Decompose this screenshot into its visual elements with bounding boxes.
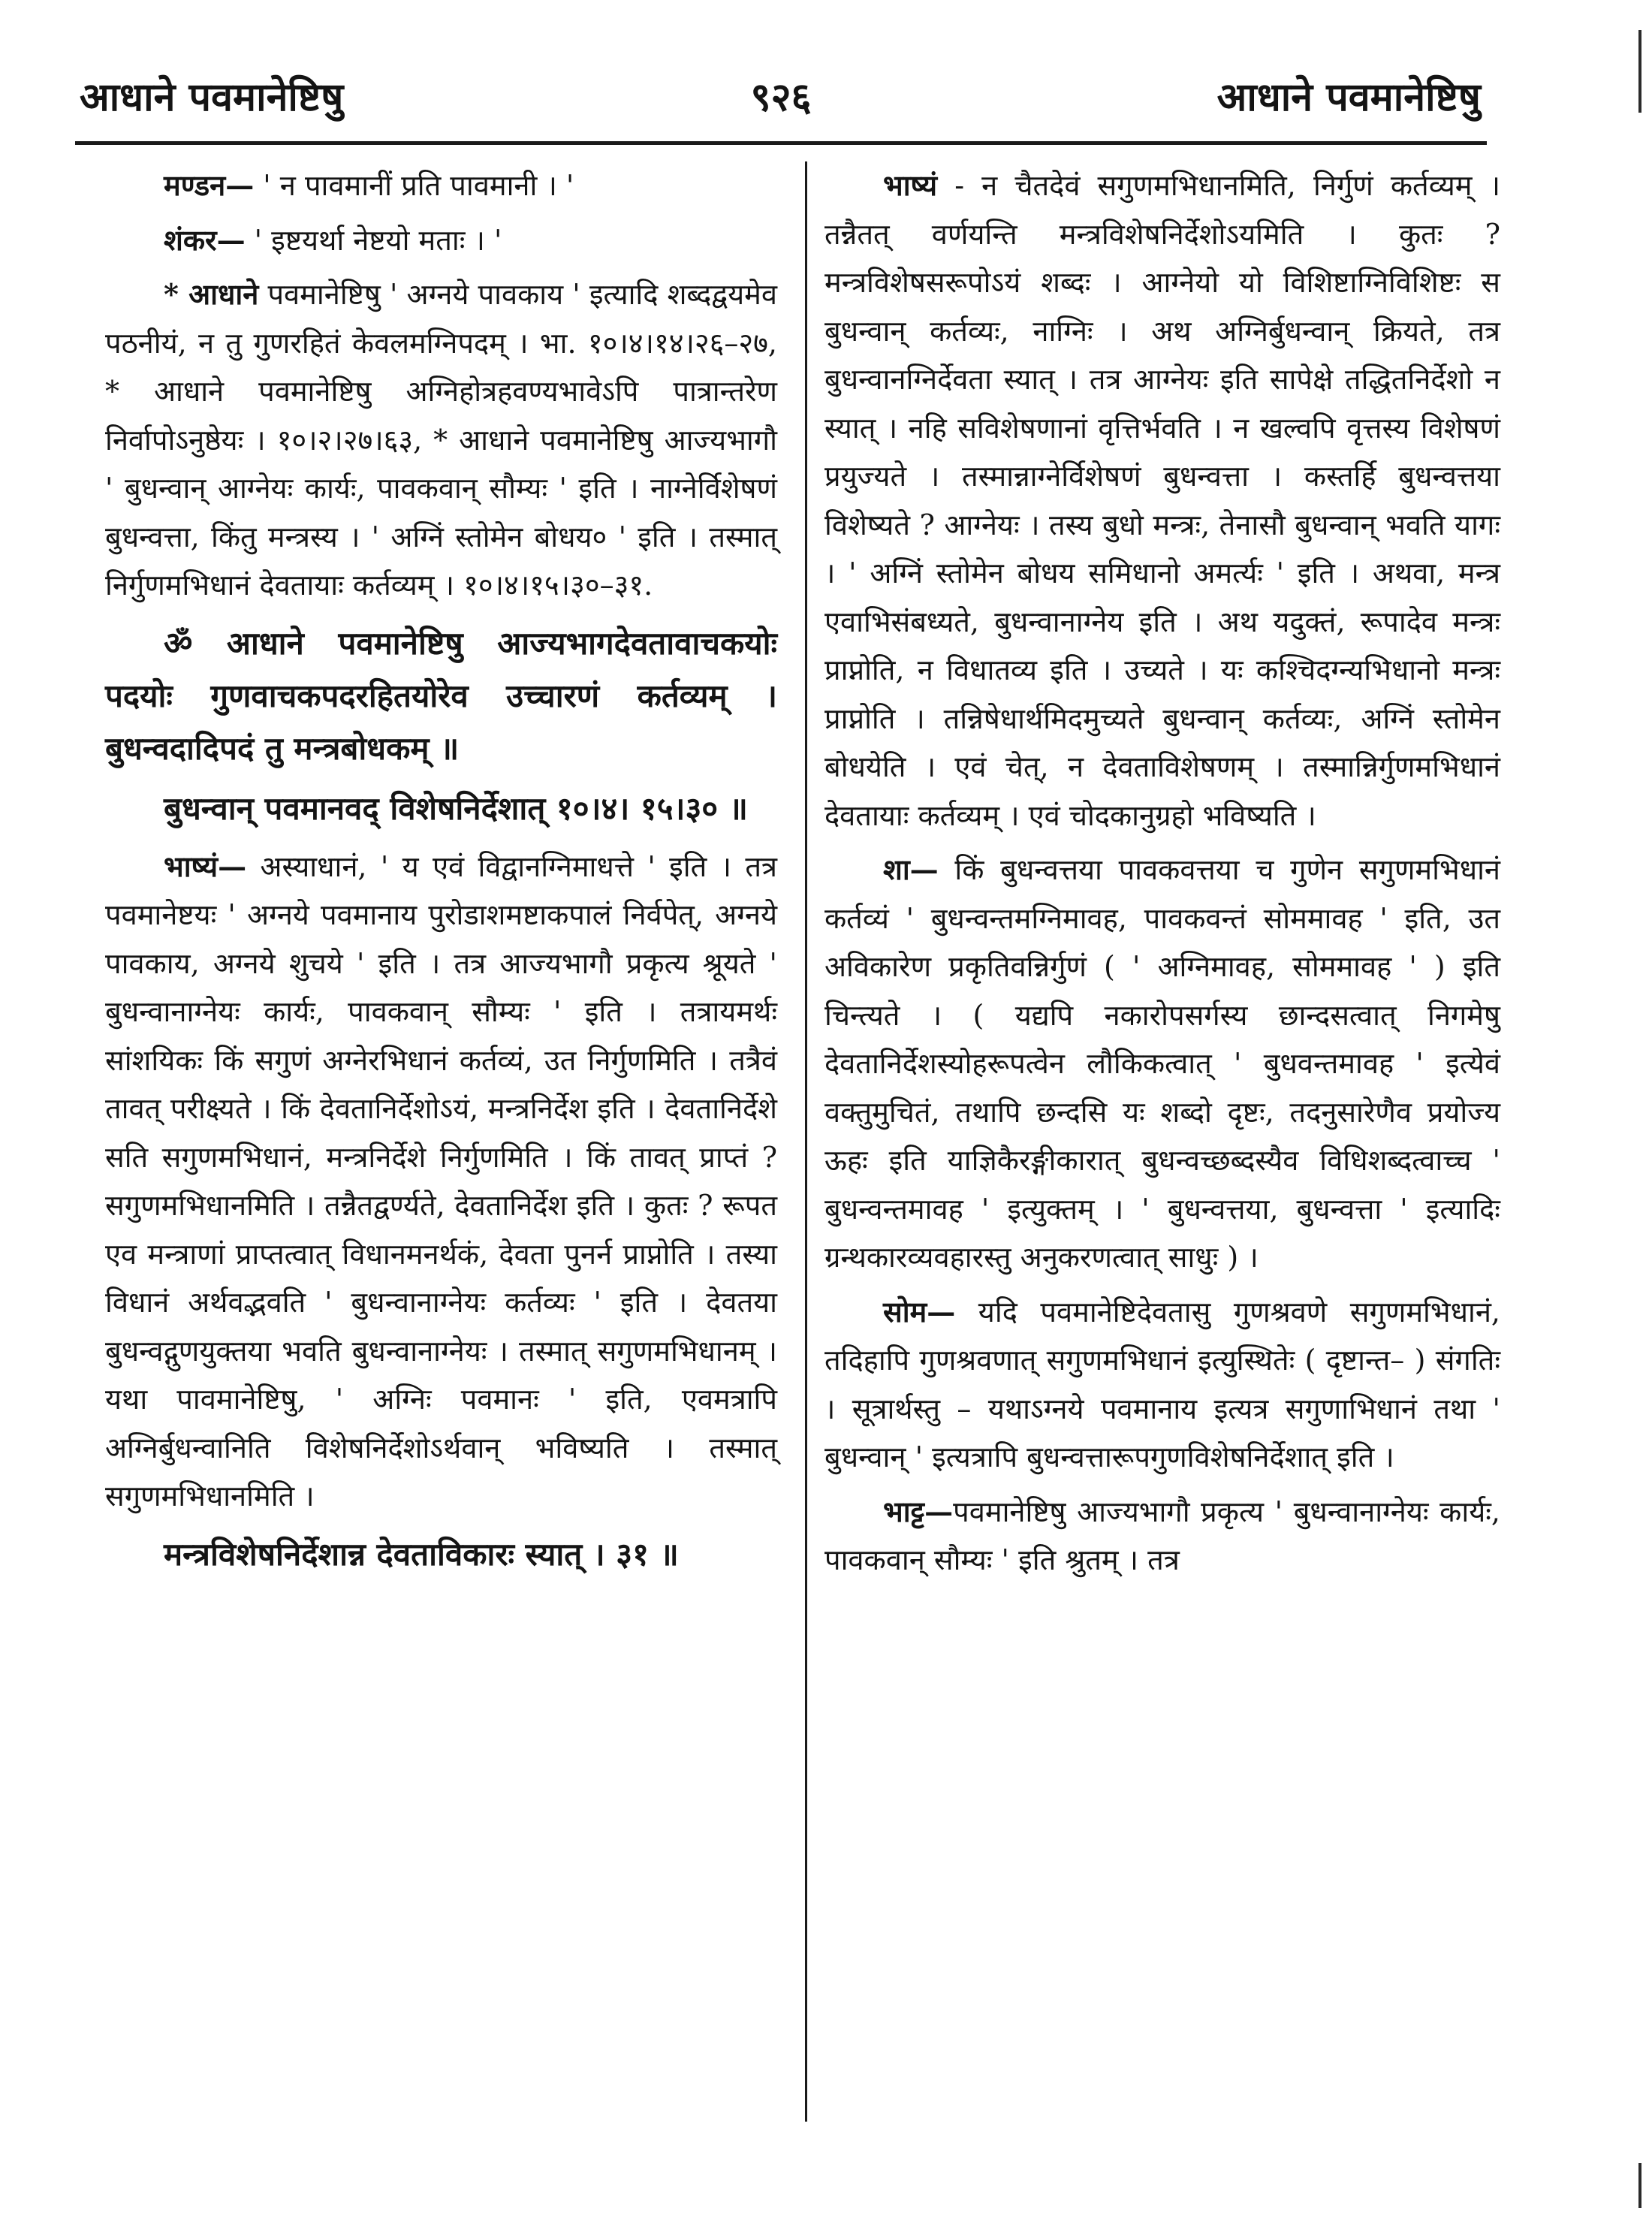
commentary-paragraph (824, 1288, 1500, 1482)
sutra-heading: ॐ आधाने पवमानेष्टिषु आज्यभागदेवतावाचकयोः पदयोः गुणवाचकपदरहितयोरेव उच्चारणं कर्तव्यम् । बुधन्वदादिपदं तु मन्त्रबोधकम् ॥ (105, 624, 777, 767)
commentator-label: भाष्यं— (164, 849, 247, 883)
header-left-title: आधाने पवमानेष्टिषु (80, 75, 344, 120)
commentary-text: - न चैतदेवं सगुणमभिधानमिति, निर्गुणं कर्तव्यम् । तन्नैतत् वर्णयन्ति मन्त्रविशेषनिर्देशोऽयमिति । कुतः ? मन्त्रविशेषसरूपोऽयं शब्दः । आग्नेयो यो विशिष्टाग्निविशिष्टः स बुधन्वान् कर्तव्यः, नाग्निः । अथ अग्निर्बुधन्वान् क्रियते, तत्र बुधन्वानग्निर्देवता स्यात् । तत्र आग्नेयः इति सापेक्षे तद्धितनिर्देशो न स्यात् । नहि सविशेषणानां वृत्तिर्भवति । न खल्वपि वृत्तस्य विशेषणं प्रयुज्यते । तस्मान्नाग्नेर्विशेषणं बुधन्वत्ता । कस्तर्हि बुधन्वत्तया विशेष्यते ? आग्नेयः । तस्य बुधो मन्त्रः, तेनासौ बुधन्वान् भवति यागः । ' अग्निं स्तोमेन बोधय समिधानो अमर्त्यः ' इति । अथवा, मन्त्र एवाभिसंबध्यते, बुधन्वानाग्नेय इति । अथ यदुक्तं, रूपादेव मन्त्रः प्राप्नोति, न विधातव्य इति । उच्यते । यः कश्चिदग्न्यभिधानो मन्त्रः प्राप्नोति । तन्निषेधार्थमिदमुच्यते बुधन्वान् कर्तव्यः, अग्निं स्तोमेन बोधयेति । एवं चेत्, न देवताविशेषणम् । तस्मान्निर्गुणमभिधानं देवतायाः कर्तव्यम् । एवं चोदकानुग्रहो भविष्यति । (824, 169, 1500, 832)
commentary-paragraph (824, 161, 1500, 840)
commentator-label: मण्डन— (164, 168, 255, 202)
section-label: * आधाने (164, 277, 259, 311)
commentator-label: सोम— (883, 1294, 956, 1329)
commentary-text: पवमानेष्टिषु ' अग्नये पावकाय ' इत्यादि शब्दद्वयमेव पठनीयं, न तु गुणरहितं केवलमग्निपदम् । भा. १०।४।१४।२६–२७, * आधाने पवमानेष्टिषु अग्निहोत्रहवण्यभावेऽपि पात्रान्तरेण निर्वापोऽनुष्ठेयः । १०।२।२७।६३, * आधाने पवमानेष्टिषु आज्यभागौ ' बुधन्वान् आग्नेयः कार्यः, पावकवान् सौम्यः ' इति । नाग्नेर्विशेषणं बुधन्वत्ता, किंतु मन्त्रस्य । ' अग्निं स्तोमेन बोधय० ' इति । तस्मात् निर्गुणमभिधानं देवतायाः कर्तव्यम् । १०।४।१५।३०–३१. (105, 278, 777, 602)
left-column (105, 161, 777, 1588)
commentary-paragraph (105, 216, 777, 265)
commentary-text: पवमानेष्टिषु आज्यभागौ प्रकृत्य ' बुधन्वानाग्नेयः कार्यः, पावकवान् सौम्यः ' इति श्रुतम् । तत्र (824, 1495, 1500, 1576)
commentary-paragraph (824, 1488, 1500, 1585)
commentator-label: भाष्यं (883, 168, 938, 202)
scan-edge-mark (1638, 2163, 1641, 2208)
commentary-text: यदि पवमानेष्टिदेवतासु गुणश्रवणे सगुणमभिधानं, तदिहापि गुणश्रवणात् सगुणमभिधानं इत्युस्थितेः ( दृष्टान्त– ) संगतिः । सूत्रार्थस्तु – यथाऽग्नये पवमानाय इत्यत्र सगुणाभिधानं तथा ' बुधन्वान् ' इत्यत्रापि बुधन्वत्तारूपगुणविशेषनिर्देशात् इति । (824, 1295, 1500, 1473)
scan-edge-mark (1638, 30, 1641, 113)
column-divider (805, 161, 807, 2122)
header-right-title: आधाने पवमानेष्टिषु (1216, 75, 1481, 120)
right-column (824, 161, 1500, 1591)
commentary-text: अस्याधानं, ' य एवं विद्वानग्निमाधत्ते ' इति । तत्र पवमानेष्टयः ' अग्नये पवमानाय पुरोडाशमष्टाकपालं निर्वपेत्, अग्नये पावकाय, अग्नये शुचये ' इति । तत्र आज्यभागौ प्रकृत्य श्रूयते ' बुधन्वानाग्नेयः कार्यः, पावकवान् सौम्यः ' इति । तत्रायमर्थः सांशयिकः किं सगुणं अग्नेरभिधानं कर्तव्यं, उत निर्गुणमिति । तत्रैवं तावत् परीक्ष्यते । किं देवतानिर्देशोऽयं, मन्त्रनिर्देश इति । देवतानिर्देशे सति सगुणमभिधानं, मन्त्रनिर्देशे निर्गुणमिति । किं तावत् प्राप्तं ? सगुणमभिधानमिति । तन्नैतद्वर्ण्यते, देवतानिर्देश इति । कुतः ? रूपत एव मन्त्राणां प्राप्तत्वात् विधानमनर्थकं, देवता पुनर्न प्राप्नोति । तस्या विधानं अर्थवद्भवति ' बुधन्वानाग्नेयः कर्तव्यः ' इति । देवतया बुधन्वद्गुणयुक्तया भवति बुधन्वानाग्नेयः । तस्मात् सगुणमभिधानम् । यथा पावमानेष्टिषु, ' अग्निः पवमानः ' इति, एवमत्रापि अग्निर्बुधन्वानिति विशेषनिर्देशोऽर्थवान् भविष्यति । तस्मात् सगुणमभिधानमिति । (105, 849, 777, 1513)
commentary-paragraph (105, 270, 777, 610)
page-number: ९२६ (750, 75, 812, 120)
sutra-text: बुधन्वान् पवमानवद् विशेषनिर्देशात् १०।४। १५।३० ॥ (164, 789, 748, 827)
commentator-label: शंकर— (164, 222, 246, 257)
commentary-text: ' इष्टयर्था नेष्टयो मताः । ' (245, 223, 502, 257)
sutra-text: मन्त्रविशेषनिर्देशान्न देवताविकारः स्यात् । ३१ ॥ (164, 1535, 679, 1573)
commentary-text: किं बुधन्वत्तया पावकवत्तया च गुणेन सगुणमभिधानं कर्तव्यं ' बुधन्वन्तमग्निमावह, पावकवन्तं सोममावह ' इति, उत अविकारेण प्रकृतिवन्निर्गुणं ( ' अग्निमावह, सोममावह ' ) इति चिन्त्यते । ( यद्यपि नकारोपसर्गस्य छान्दसत्वात् निगमेषु देवतानिर्देशस्योहरूपत्वेन लौकिकत्वात् ' बुधवन्तमावह ' इत्येवं वक्तुमुचितं, तथापि छन्दसि यः शब्दो दृष्टः, तदनुसारेणैव प्रयोज्य ऊहः इति याज्ञिकैरङ्गीकारात् बुधन्वच्छब्दस्यैव विधिशब्दत्वाच्च ' बुधन्वन्तमावह ' इत्युक्तम् । ' बुधन्वत्तया, बुधन्वत्ता ' इत्यादिः ग्रन्थकारव्यवहारस्तु अनुकरणत्वात् साधुः ) । (824, 853, 1500, 1274)
commentary-paragraph (105, 843, 777, 1521)
commentator-label: भाट्ट— (883, 1494, 954, 1528)
commentary-text: ' न पावमानीं प्रति पावमानी । ' (254, 169, 574, 202)
commentary-paragraph (824, 846, 1500, 1282)
commentary-paragraph (105, 161, 777, 210)
commentator-label: शा— (883, 852, 939, 886)
running-header (75, 59, 1487, 145)
